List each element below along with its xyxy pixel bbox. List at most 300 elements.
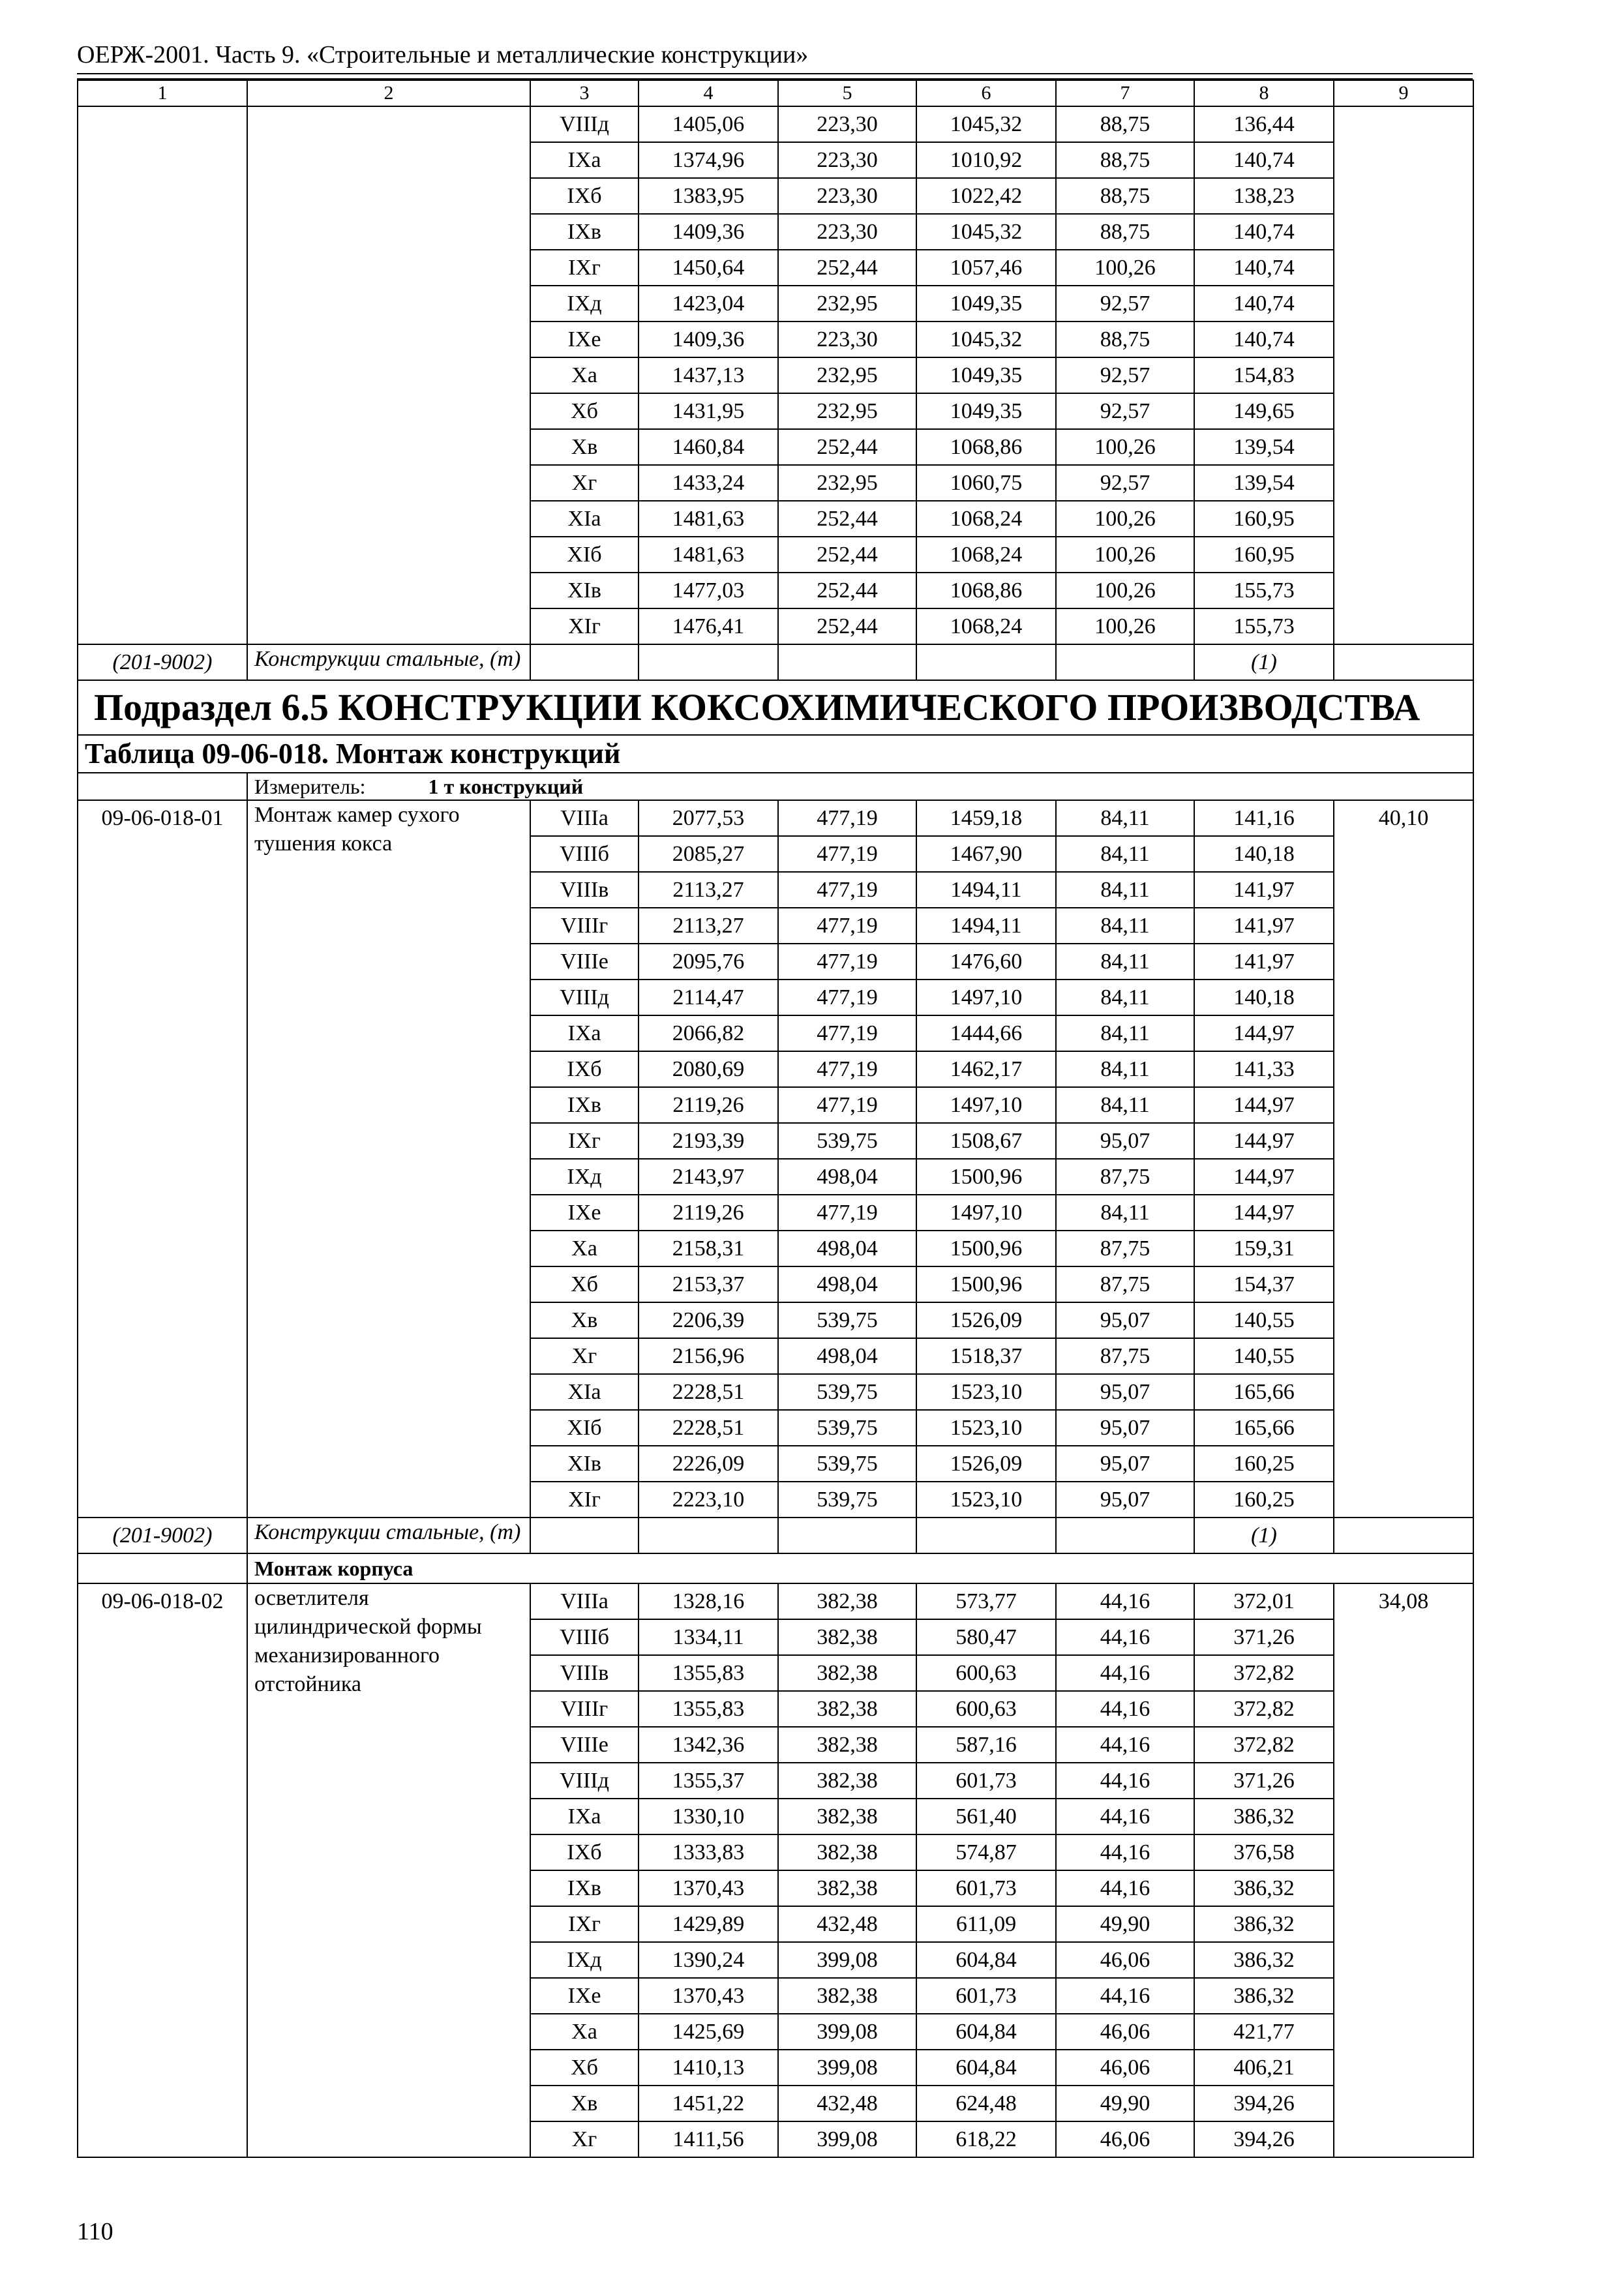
cost-value: 136,44 xyxy=(1194,106,1334,142)
cost-value: 140,18 xyxy=(1194,836,1334,872)
zone-code: IXе xyxy=(530,322,639,357)
cost-value: 2156,96 xyxy=(639,1338,778,1374)
cost-value: 1060,75 xyxy=(916,465,1056,501)
cost-value: 2077,53 xyxy=(639,800,778,836)
cost-value: 87,75 xyxy=(1056,1231,1194,1266)
rate-code xyxy=(78,106,247,644)
cost-value: 141,97 xyxy=(1194,872,1334,908)
cost-value: 84,11 xyxy=(1056,1087,1194,1123)
cost-value: 160,25 xyxy=(1194,1482,1334,1518)
zone-code: VIIIе xyxy=(530,944,639,980)
cost-value: 232,95 xyxy=(778,465,916,501)
cost-value: 399,08 xyxy=(778,2014,916,2050)
cost-value: 1355,83 xyxy=(639,1691,778,1727)
cost-value: 624,48 xyxy=(916,2086,1056,2121)
cost-value: 477,19 xyxy=(778,872,916,908)
cost-value: 574,87 xyxy=(916,1834,1056,1870)
empty-cell xyxy=(530,644,639,680)
cost-value: 1508,67 xyxy=(916,1123,1056,1159)
cost-value: 44,16 xyxy=(1056,1799,1194,1834)
cost-value: 88,75 xyxy=(1056,178,1194,214)
table-body xyxy=(78,80,1473,2157)
column-number: 8 xyxy=(1194,80,1334,106)
cost-value: 160,95 xyxy=(1194,501,1334,537)
column-number: 4 xyxy=(639,80,778,106)
cost-value: 1049,35 xyxy=(916,357,1056,393)
cost-value: 140,74 xyxy=(1194,322,1334,357)
table-row xyxy=(78,1583,1473,1619)
cost-value: 1477,03 xyxy=(639,573,778,608)
cost-value: 44,16 xyxy=(1056,1763,1194,1799)
cost-value: 477,19 xyxy=(778,1087,916,1123)
rates-table xyxy=(77,80,1474,2158)
cost-value: 1410,13 xyxy=(639,2050,778,2086)
cost-value: 399,08 xyxy=(778,2121,916,2157)
cost-value: 139,54 xyxy=(1194,465,1334,501)
header-rule xyxy=(77,73,1473,74)
zone-code: Xг xyxy=(530,1338,639,1374)
cost-value: 84,11 xyxy=(1056,800,1194,836)
cost-value: 160,95 xyxy=(1194,537,1334,573)
cost-value: 1355,83 xyxy=(639,1655,778,1691)
cost-value: 382,38 xyxy=(778,1727,916,1763)
zone-code: VIIIе xyxy=(530,1727,639,1763)
cost-value: 2228,51 xyxy=(639,1374,778,1410)
cost-value: 1497,10 xyxy=(916,1195,1056,1231)
cost-value: 1494,11 xyxy=(916,908,1056,944)
labor-value xyxy=(1334,106,1473,644)
cost-value: 223,30 xyxy=(778,178,916,214)
zone-code: VIIIб xyxy=(530,1619,639,1655)
cost-value: 539,75 xyxy=(778,1123,916,1159)
column-number: 7 xyxy=(1056,80,1194,106)
cost-value: 1374,96 xyxy=(639,142,778,178)
zone-code: XIг xyxy=(530,608,639,644)
cost-value: 92,57 xyxy=(1056,357,1194,393)
cost-value: 382,38 xyxy=(778,1763,916,1799)
cost-value: 88,75 xyxy=(1056,106,1194,142)
cost-value: 141,97 xyxy=(1194,908,1334,944)
empty-cell xyxy=(78,1553,247,1583)
cost-value: 95,07 xyxy=(1056,1374,1194,1410)
resource-code: (201-9002) xyxy=(78,1518,247,1553)
page-number: 110 xyxy=(77,2218,113,2245)
cost-value: 1045,32 xyxy=(916,322,1056,357)
measure-label: Измеритель: xyxy=(254,775,366,798)
cost-value: 252,44 xyxy=(778,573,916,608)
cost-value: 1342,36 xyxy=(639,1727,778,1763)
cost-value: 382,38 xyxy=(778,1834,916,1870)
cost-value: 386,32 xyxy=(1194,1978,1334,2014)
cost-value: 2206,39 xyxy=(639,1302,778,1338)
zone-code: Xв xyxy=(530,2086,639,2121)
cost-value: 223,30 xyxy=(778,322,916,357)
zone-code: IXб xyxy=(530,178,639,214)
subheading: Монтаж корпуса xyxy=(247,1553,1473,1583)
cost-value: 1526,09 xyxy=(916,1446,1056,1482)
cost-value: 1518,37 xyxy=(916,1338,1056,1374)
cost-value: 2095,76 xyxy=(639,944,778,980)
cost-value: 399,08 xyxy=(778,2050,916,2086)
column-number: 2 xyxy=(247,80,530,106)
zone-code: VIIIг xyxy=(530,1691,639,1727)
cost-value: 1523,10 xyxy=(916,1374,1056,1410)
cost-value: 144,97 xyxy=(1194,1195,1334,1231)
cost-value: 1444,66 xyxy=(916,1015,1056,1051)
cost-value: 49,90 xyxy=(1056,1906,1194,1942)
cost-value: 1481,63 xyxy=(639,537,778,573)
cost-value: 1409,36 xyxy=(639,322,778,357)
table-title-row xyxy=(78,735,1473,773)
cost-value: 1431,95 xyxy=(639,393,778,429)
cost-value: 46,06 xyxy=(1056,2014,1194,2050)
cost-value: 1462,17 xyxy=(916,1051,1056,1087)
cost-value: 92,57 xyxy=(1056,465,1194,501)
empty-cell xyxy=(639,1518,778,1553)
cost-value: 141,33 xyxy=(1194,1051,1334,1087)
cost-value: 2119,26 xyxy=(639,1087,778,1123)
cost-value: 573,77 xyxy=(916,1583,1056,1619)
measure-value: 1 т конструкций xyxy=(428,775,584,798)
zone-code: IXг xyxy=(530,1906,639,1942)
column-number: 9 xyxy=(1334,80,1473,106)
zone-code: IXе xyxy=(530,1978,639,2014)
zone-code: Xа xyxy=(530,2014,639,2050)
cost-value: 232,95 xyxy=(778,286,916,322)
cost-value: 498,04 xyxy=(778,1159,916,1195)
column-number: 5 xyxy=(778,80,916,106)
cost-value: 141,16 xyxy=(1194,800,1334,836)
cost-value: 49,90 xyxy=(1056,2086,1194,2121)
empty-cell xyxy=(1056,644,1194,680)
cost-value: 432,48 xyxy=(778,1906,916,1942)
cost-value: 561,40 xyxy=(916,1799,1056,1834)
cost-value: 1459,18 xyxy=(916,800,1056,836)
cost-value: 1425,69 xyxy=(639,2014,778,2050)
cost-value: 84,11 xyxy=(1056,908,1194,944)
empty-cell xyxy=(916,1518,1056,1553)
cost-value: 2143,97 xyxy=(639,1159,778,1195)
section-title-row xyxy=(78,680,1473,735)
cost-value: 84,11 xyxy=(1056,836,1194,872)
zone-code: XIв xyxy=(530,1446,639,1482)
cost-value: 44,16 xyxy=(1056,1870,1194,1906)
cost-value: 1370,43 xyxy=(639,1978,778,2014)
cost-value: 477,19 xyxy=(778,980,916,1015)
cost-value: 95,07 xyxy=(1056,1302,1194,1338)
cost-value: 232,95 xyxy=(778,393,916,429)
cost-value: 165,66 xyxy=(1194,1374,1334,1410)
cost-value: 100,26 xyxy=(1056,501,1194,537)
resource-value: (1) xyxy=(1194,1518,1334,1553)
work-name: осветлителя цилиндрической формы механизированного отстойника xyxy=(247,1583,530,2157)
cost-value: 386,32 xyxy=(1194,1870,1334,1906)
cost-value: 372,82 xyxy=(1194,1691,1334,1727)
cost-value: 394,26 xyxy=(1194,2086,1334,2121)
cost-value: 386,32 xyxy=(1194,1906,1334,1942)
zone-code: IXв xyxy=(530,1870,639,1906)
cost-value: 100,26 xyxy=(1056,250,1194,286)
zone-code: Xб xyxy=(530,2050,639,2086)
cost-value: 154,37 xyxy=(1194,1266,1334,1302)
work-name xyxy=(247,106,530,644)
cost-value: 44,16 xyxy=(1056,1655,1194,1691)
cost-value: 144,97 xyxy=(1194,1123,1334,1159)
cost-value: 155,73 xyxy=(1194,608,1334,644)
cost-value: 252,44 xyxy=(778,429,916,465)
cost-value: 1370,43 xyxy=(639,1870,778,1906)
zone-code: IXд xyxy=(530,286,639,322)
cost-value: 2080,69 xyxy=(639,1051,778,1087)
cost-value: 84,11 xyxy=(1056,944,1194,980)
cost-value: 382,38 xyxy=(778,1978,916,2014)
cost-value: 376,58 xyxy=(1194,1834,1334,1870)
cost-value: 1500,96 xyxy=(916,1231,1056,1266)
zone-code: Xг xyxy=(530,2121,639,2157)
cost-value: 1494,11 xyxy=(916,872,1056,908)
zone-code: Xг xyxy=(530,465,639,501)
cost-value: 382,38 xyxy=(778,1583,916,1619)
cost-value: 87,75 xyxy=(1056,1338,1194,1374)
zone-code: XIв xyxy=(530,573,639,608)
zone-code: VIIIб xyxy=(530,836,639,872)
cost-value: 1500,96 xyxy=(916,1159,1056,1195)
rate-code: 09-06-018-01 xyxy=(78,800,247,1518)
cost-value: 223,30 xyxy=(778,214,916,250)
cost-value: 144,97 xyxy=(1194,1015,1334,1051)
cost-value: 88,75 xyxy=(1056,214,1194,250)
table-title: Таблица 09-06-018. Монтаж конструкций xyxy=(78,735,1473,773)
cost-value: 1429,89 xyxy=(639,1906,778,1942)
cost-value: 149,65 xyxy=(1194,393,1334,429)
cost-value: 386,32 xyxy=(1194,1942,1334,1978)
cost-value: 140,18 xyxy=(1194,980,1334,1015)
cost-value: 604,84 xyxy=(916,1942,1056,1978)
cost-value: 155,73 xyxy=(1194,573,1334,608)
cost-value: 223,30 xyxy=(778,106,916,142)
page-header: ОЕРЖ-2001. Часть 9. «Строительные и металлические конструкции» xyxy=(77,41,809,68)
cost-value: 1500,96 xyxy=(916,1266,1056,1302)
zone-code: Xв xyxy=(530,429,639,465)
cost-value: 46,06 xyxy=(1056,2050,1194,2086)
zone-code: XIг xyxy=(530,1482,639,1518)
cost-value: 139,54 xyxy=(1194,429,1334,465)
cost-value: 477,19 xyxy=(778,1051,916,1087)
zone-code: VIIIд xyxy=(530,980,639,1015)
resource-row xyxy=(78,644,1473,680)
cost-value: 1057,46 xyxy=(916,250,1056,286)
cost-value: 539,75 xyxy=(778,1446,916,1482)
zone-code: VIIIа xyxy=(530,1583,639,1619)
cost-value: 1411,56 xyxy=(639,2121,778,2157)
zone-code: VIIIг xyxy=(530,908,639,944)
cost-value: 600,63 xyxy=(916,1655,1056,1691)
empty-cell xyxy=(530,1518,639,1553)
measure-cell xyxy=(247,773,1473,800)
cost-value: 44,16 xyxy=(1056,1834,1194,1870)
cost-value: 1068,24 xyxy=(916,537,1056,573)
column-number-row xyxy=(78,80,1473,106)
cost-value: 144,97 xyxy=(1194,1159,1334,1195)
cost-value: 618,22 xyxy=(916,2121,1056,2157)
cost-value: 477,19 xyxy=(778,1195,916,1231)
cost-value: 44,16 xyxy=(1056,1727,1194,1763)
zone-code: VIIIв xyxy=(530,1655,639,1691)
cost-value: 498,04 xyxy=(778,1231,916,1266)
zone-code: IXд xyxy=(530,1942,639,1978)
cost-value: 2113,27 xyxy=(639,872,778,908)
cost-value: 140,74 xyxy=(1194,286,1334,322)
table-row xyxy=(78,106,1473,142)
column-number: 1 xyxy=(78,80,247,106)
cost-value: 44,16 xyxy=(1056,1583,1194,1619)
zone-code: VIIIа xyxy=(530,800,639,836)
cost-value: 138,23 xyxy=(1194,178,1334,214)
cost-value: 140,74 xyxy=(1194,214,1334,250)
cost-value: 539,75 xyxy=(778,1302,916,1338)
zone-code: XIб xyxy=(530,1410,639,1446)
resource-code: (201-9002) xyxy=(78,644,247,680)
cost-value: 165,66 xyxy=(1194,1410,1334,1446)
zone-code: IXг xyxy=(530,1123,639,1159)
cost-value: 611,09 xyxy=(916,1906,1056,1942)
cost-value: 92,57 xyxy=(1056,393,1194,429)
zone-code: IXв xyxy=(530,214,639,250)
zone-code: VIIIд xyxy=(530,1763,639,1799)
cost-value: 1383,95 xyxy=(639,178,778,214)
cost-value: 44,16 xyxy=(1056,1619,1194,1655)
cost-value: 1068,86 xyxy=(916,429,1056,465)
cost-value: 44,16 xyxy=(1056,1978,1194,2014)
zone-code: Xа xyxy=(530,1231,639,1266)
cost-value: 2113,27 xyxy=(639,908,778,944)
cost-value: 252,44 xyxy=(778,501,916,537)
zone-code: Xа xyxy=(530,357,639,393)
cost-value: 100,26 xyxy=(1056,608,1194,644)
cost-value: 1405,06 xyxy=(639,106,778,142)
cost-value: 1497,10 xyxy=(916,980,1056,1015)
cost-value: 84,11 xyxy=(1056,1015,1194,1051)
cost-value: 1476,60 xyxy=(916,944,1056,980)
cost-value: 371,26 xyxy=(1194,1763,1334,1799)
cost-value: 1481,63 xyxy=(639,501,778,537)
cost-value: 406,21 xyxy=(1194,2050,1334,2086)
cost-value: 1497,10 xyxy=(916,1087,1056,1123)
cost-value: 601,73 xyxy=(916,1978,1056,2014)
cost-value: 2066,82 xyxy=(639,1015,778,1051)
cost-value: 1333,83 xyxy=(639,1834,778,1870)
cost-value: 252,44 xyxy=(778,250,916,286)
cost-value: 498,04 xyxy=(778,1266,916,1302)
cost-value: 539,75 xyxy=(778,1374,916,1410)
zone-code: IXв xyxy=(530,1087,639,1123)
cost-value: 539,75 xyxy=(778,1410,916,1446)
cost-value: 140,55 xyxy=(1194,1338,1334,1374)
cost-value: 601,73 xyxy=(916,1763,1056,1799)
cost-value: 386,32 xyxy=(1194,1799,1334,1834)
cost-value: 140,74 xyxy=(1194,142,1334,178)
cost-value: 87,75 xyxy=(1056,1159,1194,1195)
cost-value: 1450,64 xyxy=(639,250,778,286)
cost-value: 223,30 xyxy=(778,142,916,178)
cost-value: 1523,10 xyxy=(916,1482,1056,1518)
cost-value: 92,57 xyxy=(1056,286,1194,322)
zone-code: Xб xyxy=(530,1266,639,1302)
cost-value: 100,26 xyxy=(1056,429,1194,465)
cost-value: 84,11 xyxy=(1056,980,1194,1015)
cost-value: 477,19 xyxy=(778,1015,916,1051)
column-number: 3 xyxy=(530,80,639,106)
cost-value: 2085,27 xyxy=(639,836,778,872)
cost-value: 1068,24 xyxy=(916,501,1056,537)
cost-value: 477,19 xyxy=(778,836,916,872)
cost-value: 580,47 xyxy=(916,1619,1056,1655)
cost-value: 88,75 xyxy=(1056,142,1194,178)
empty-cell xyxy=(78,773,247,800)
cost-value: 140,55 xyxy=(1194,1302,1334,1338)
empty-cell xyxy=(1334,1518,1473,1553)
cost-value: 1390,24 xyxy=(639,1942,778,1978)
cost-value: 2223,10 xyxy=(639,1482,778,1518)
cost-value: 144,97 xyxy=(1194,1087,1334,1123)
cost-value: 88,75 xyxy=(1056,322,1194,357)
cost-value: 477,19 xyxy=(778,800,916,836)
cost-value: 46,06 xyxy=(1056,2121,1194,2157)
cost-value: 2158,31 xyxy=(639,1231,778,1266)
cost-value: 1068,24 xyxy=(916,608,1056,644)
cost-value: 1330,10 xyxy=(639,1799,778,1834)
cost-value: 1045,32 xyxy=(916,214,1056,250)
empty-cell xyxy=(778,644,916,680)
cost-value: 1523,10 xyxy=(916,1410,1056,1446)
cost-value: 2114,47 xyxy=(639,980,778,1015)
cost-value: 587,16 xyxy=(916,1727,1056,1763)
cost-value: 1476,41 xyxy=(639,608,778,644)
empty-cell xyxy=(916,644,1056,680)
cost-value: 160,25 xyxy=(1194,1446,1334,1482)
cost-value: 477,19 xyxy=(778,908,916,944)
measure-row xyxy=(78,773,1473,800)
cost-value: 1010,92 xyxy=(916,142,1056,178)
cost-value: 1423,04 xyxy=(639,286,778,322)
cost-value: 372,82 xyxy=(1194,1727,1334,1763)
cost-value: 1355,37 xyxy=(639,1763,778,1799)
cost-value: 2119,26 xyxy=(639,1195,778,1231)
cost-value: 84,11 xyxy=(1056,1195,1194,1231)
cost-value: 1433,24 xyxy=(639,465,778,501)
zone-code: IXб xyxy=(530,1834,639,1870)
empty-cell xyxy=(1056,1518,1194,1553)
zone-code: IXб xyxy=(530,1051,639,1087)
cost-value: 600,63 xyxy=(916,1691,1056,1727)
cost-value: 1022,42 xyxy=(916,178,1056,214)
cost-value: 372,82 xyxy=(1194,1655,1334,1691)
resource-name: Конструкции стальные, (т) xyxy=(247,644,530,680)
cost-value: 382,38 xyxy=(778,1870,916,1906)
zone-code: IXд xyxy=(530,1159,639,1195)
empty-cell xyxy=(778,1518,916,1553)
cost-value: 394,26 xyxy=(1194,2121,1334,2157)
cost-value: 87,75 xyxy=(1056,1266,1194,1302)
cost-value: 252,44 xyxy=(778,537,916,573)
cost-value: 1460,84 xyxy=(639,429,778,465)
cost-value: 252,44 xyxy=(778,608,916,644)
zone-code: XIа xyxy=(530,501,639,537)
cost-value: 44,16 xyxy=(1056,1691,1194,1727)
zone-code: XIа xyxy=(530,1374,639,1410)
cost-value: 1049,35 xyxy=(916,393,1056,429)
cost-value: 1068,86 xyxy=(916,573,1056,608)
